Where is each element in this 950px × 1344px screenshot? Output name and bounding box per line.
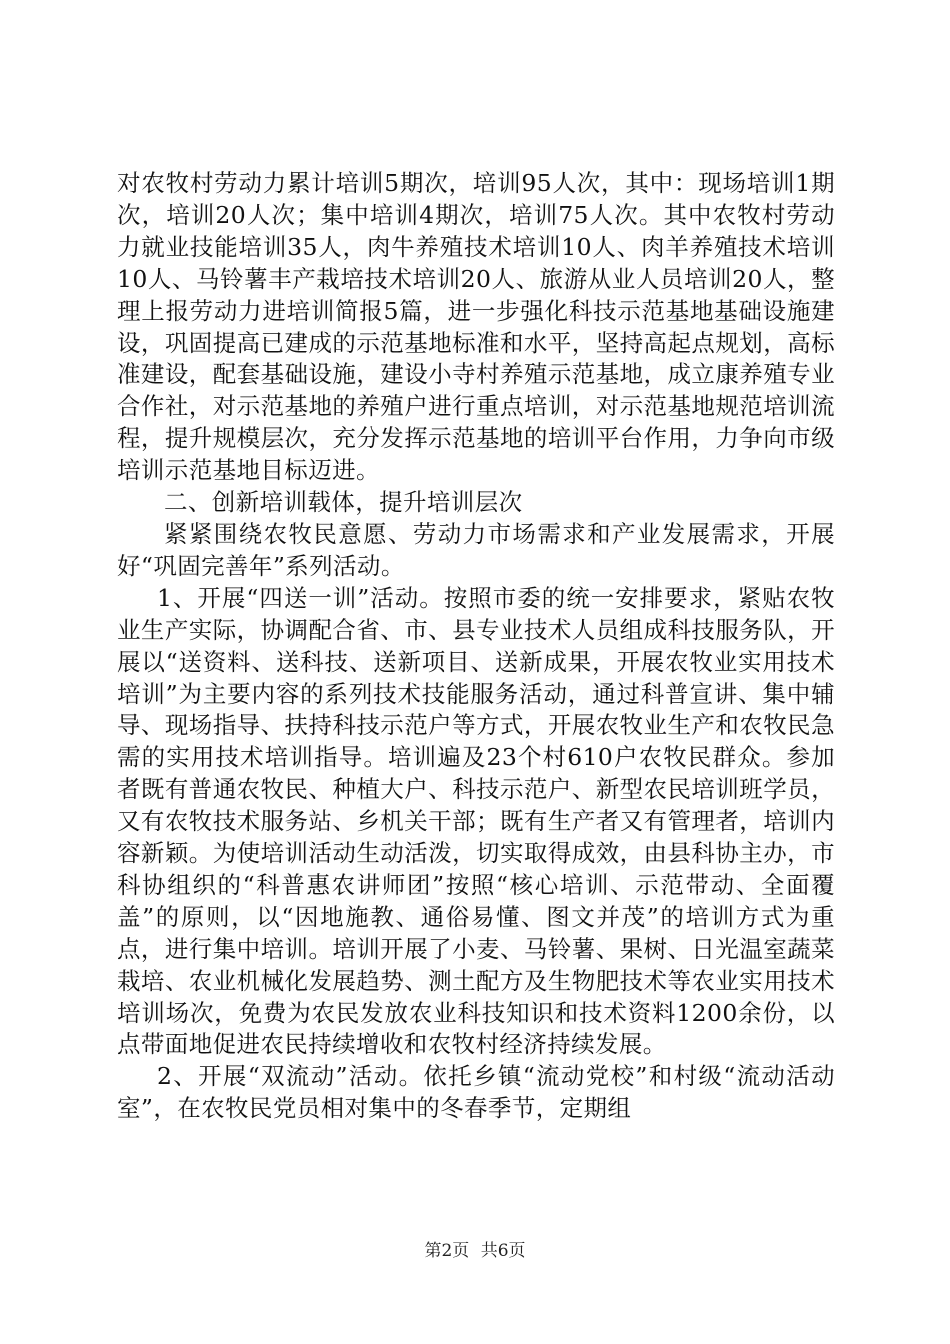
paragraph-continued: 对农牧村劳动力累计培训5期次，培训95人次，其中：现场培训1期次，培训20人次；集中培训4期次，培训75人次。其中农牧村劳动力就业技能培训35人，肉牛养殖技术培训10人、肉羊养殖技术培训10人、马铃薯丰产栽培技术培训20人、旅游从业人员培训20人，整理上报劳动力进培训简报5篇，进一步强化科技示范基地基础设施建设，巩固提高已建成的示范基地标准和水平，坚持高起点规划，高标准建设，配套基础设施，建设小寺村养殖示范基地，成立康养殖专业合作社，对示范基地的养殖户进行重点培训，对示范基地规范培训流程，提升规模层次，充分发挥示范基地的培训平台作用，力争向市级培训示范基地目标迈进。 [117,169,835,485]
paragraph-item-1: 1、开展“四送一训”活动。按照市委的统一安排要求，紧贴农牧业生产实际，协调配合省、市、县专业技术人员组成科技服务队，开展以“送资料、送科技、送新项目、送新成果，开展农牧业实用技术培训”为主要内容的系列技术技能服务活动，通过科普宣讲、集中辅导、现场指导、扶持科技示范户等方式，开展农牧业生产和农牧民急需的实用技术培训指导。培训遍及23个村610户农牧民群众。参加者既有普通农牧民、种植大户、科技示范户、新型农民培训班学员，又有农牧技术服务站、乡机关干部；既有生产者又有管理者，培训内容新颖。为使培训活动生动活泼，切实取得成效，由县科协主办，市科协组织的“科普惠农讲师团”按照“核心培训、示范带动、全面覆盖”的原则，以“因地施教、通俗易懂、图文并茂”的培训方式为重点，进行集中培训。培训开展了小麦、马铃薯、果树、日光温室蔬菜栽培、农业机械化发展趋势、测土配方及生物肥技术等农业实用技术培训场次，免费为农民发放农业科技知识和技术资料1200余份，以点带面地促进农民持续增收和农牧村经济持续发展。 [117,583,835,1059]
section-heading: 二、创新培训载体，提升培训层次 [164,488,523,517]
page-footer [0,1236,950,1261]
document-body [117,168,835,1125]
paragraph-intro: 紧紧围绕农牧民意愿、劳动力市场需求和产业发展需求，开展好“巩固完善年”系列活动。 [117,519,835,580]
page-number: 第2页 [424,1241,470,1261]
page-total: 共6页 [480,1241,526,1261]
paragraph-item-2: 2、开展“双流动”活动。依托乡镇“流动党校”和村级“流动活动室”，在农牧民党员相对集中的冬春季节，定期组 [117,1062,835,1123]
